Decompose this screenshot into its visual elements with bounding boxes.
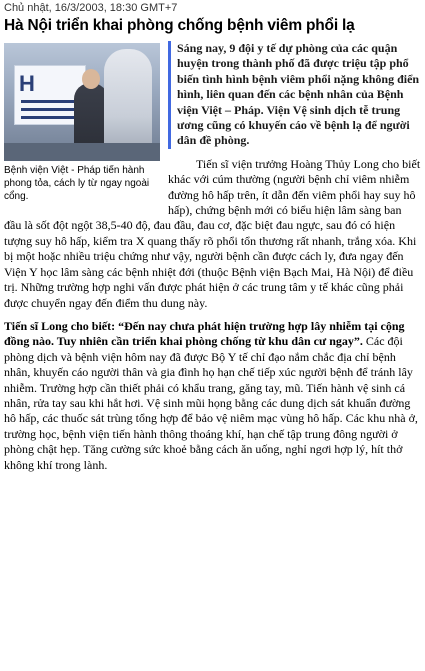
sign-line: [21, 116, 79, 119]
photo-caption: Bệnh viện Việt - Pháp tiến hành phong tỏa, cách ly từ ngay ngoài cổng.: [4, 165, 150, 202]
article-dateline: Chủ nhật, 16/3/2003, 18:30 GMT+7: [4, 2, 178, 14]
paragraph-1-text: Tiến sĩ viện trưởng Hoàng Thủy Long cho biết khác với cúm thường (người bệnh chỉ viêm nhiễm đường hô hấp trên, ít dẫn đến viêm phổi hay suy hô hấp), chứng bệnh mới có biểu hiện lâm sàng ban đầu là sốt đột ngột 38,5-40 độ, đau đầu, đau cơ, đặc biệt đau ngực, sau đó có hiện tượng suy hô hấp, kiểm tra X quang thấy rõ phổi tổn thương rất nhanh, trắng xóa. Khi bị một hoặc nhiều triệu chứng như vậy, người bệnh cần được cách ly, đưa ngay đến Viện Y học lâm sàng các bệnh nhiệt đới (thuộc Bệnh viện Bạch Mai, Hà Nội) để điều trị. Những trường hợp nghi vấn được phát hiện ở các trung tâm y tế khác cũng phải được chuyển ngay đến điểm thu dung này.: [4, 156, 421, 310]
article-page: [0, 2, 425, 671]
paragraph-2-quote: Tiến sĩ Long cho biết: “Đến nay chưa phát hiện trường hợp lây nhiễm tại cộng đồng nào. Tuy nhiên cần triển khai phòng chống từ khu dân cư ngay”.: [4, 318, 405, 349]
sign-line: [21, 100, 79, 103]
article-figure: [4, 43, 160, 203]
article-paragraph-2: [4, 319, 421, 473]
paragraph-2-text: Các đội phòng dịch và bệnh viện hôm nay đã được Bộ Y tế chỉ đạo nắm chắc địa chỉ bệnh nhân, khuyến cáo người thân và gia đình họ hạn chế tiếp xúc người bệnh để tránh lây nhiễm. Trường hợp cần thiết phải có khẩu trang, găng tay, mũ. Tiến hành vệ sinh cá nhân, rửa tay sau khi hắt hơi. Vệ sinh mũi họng bằng các dung dịch sát khuẩn đường hô hấp, các thuốc sát trùng tổng hợp để bảo vệ niêm mạc vùng hô hấp. Các khu nhà ở, trường học, bệnh viện tiến hành thông thoáng khí, hạn chế tập trung đông người ở phòng chật hẹp. Tăng cường sức khoẻ bằng cách ăn uống, nghỉ ngơi hợp lý, hít thở không khí trong lành.: [4, 334, 418, 472]
person-head: [82, 69, 100, 89]
article-title: Hà Nội triển khai phòng chống bệnh viêm phổi lạ: [4, 17, 355, 34]
sign-line: [21, 108, 79, 111]
article-photo[interactable]: [4, 43, 160, 161]
photo-floor: [4, 143, 160, 161]
hospital-sign-letter: H: [19, 71, 35, 96]
article-lead: Sáng nay, 9 đội y tế dự phòng của các quận huyện trong thành phố đã được triệu tập phổ biến tình hình bệnh viêm phổi nặng không điển hình, liên quan đến các bệnh nhân của Bệnh viện Việt – Pháp. Viện Vệ sinh dịch tễ trung ương cũng có khuyến cáo về bệnh lạ để người dân đề phòng.: [168, 41, 421, 149]
